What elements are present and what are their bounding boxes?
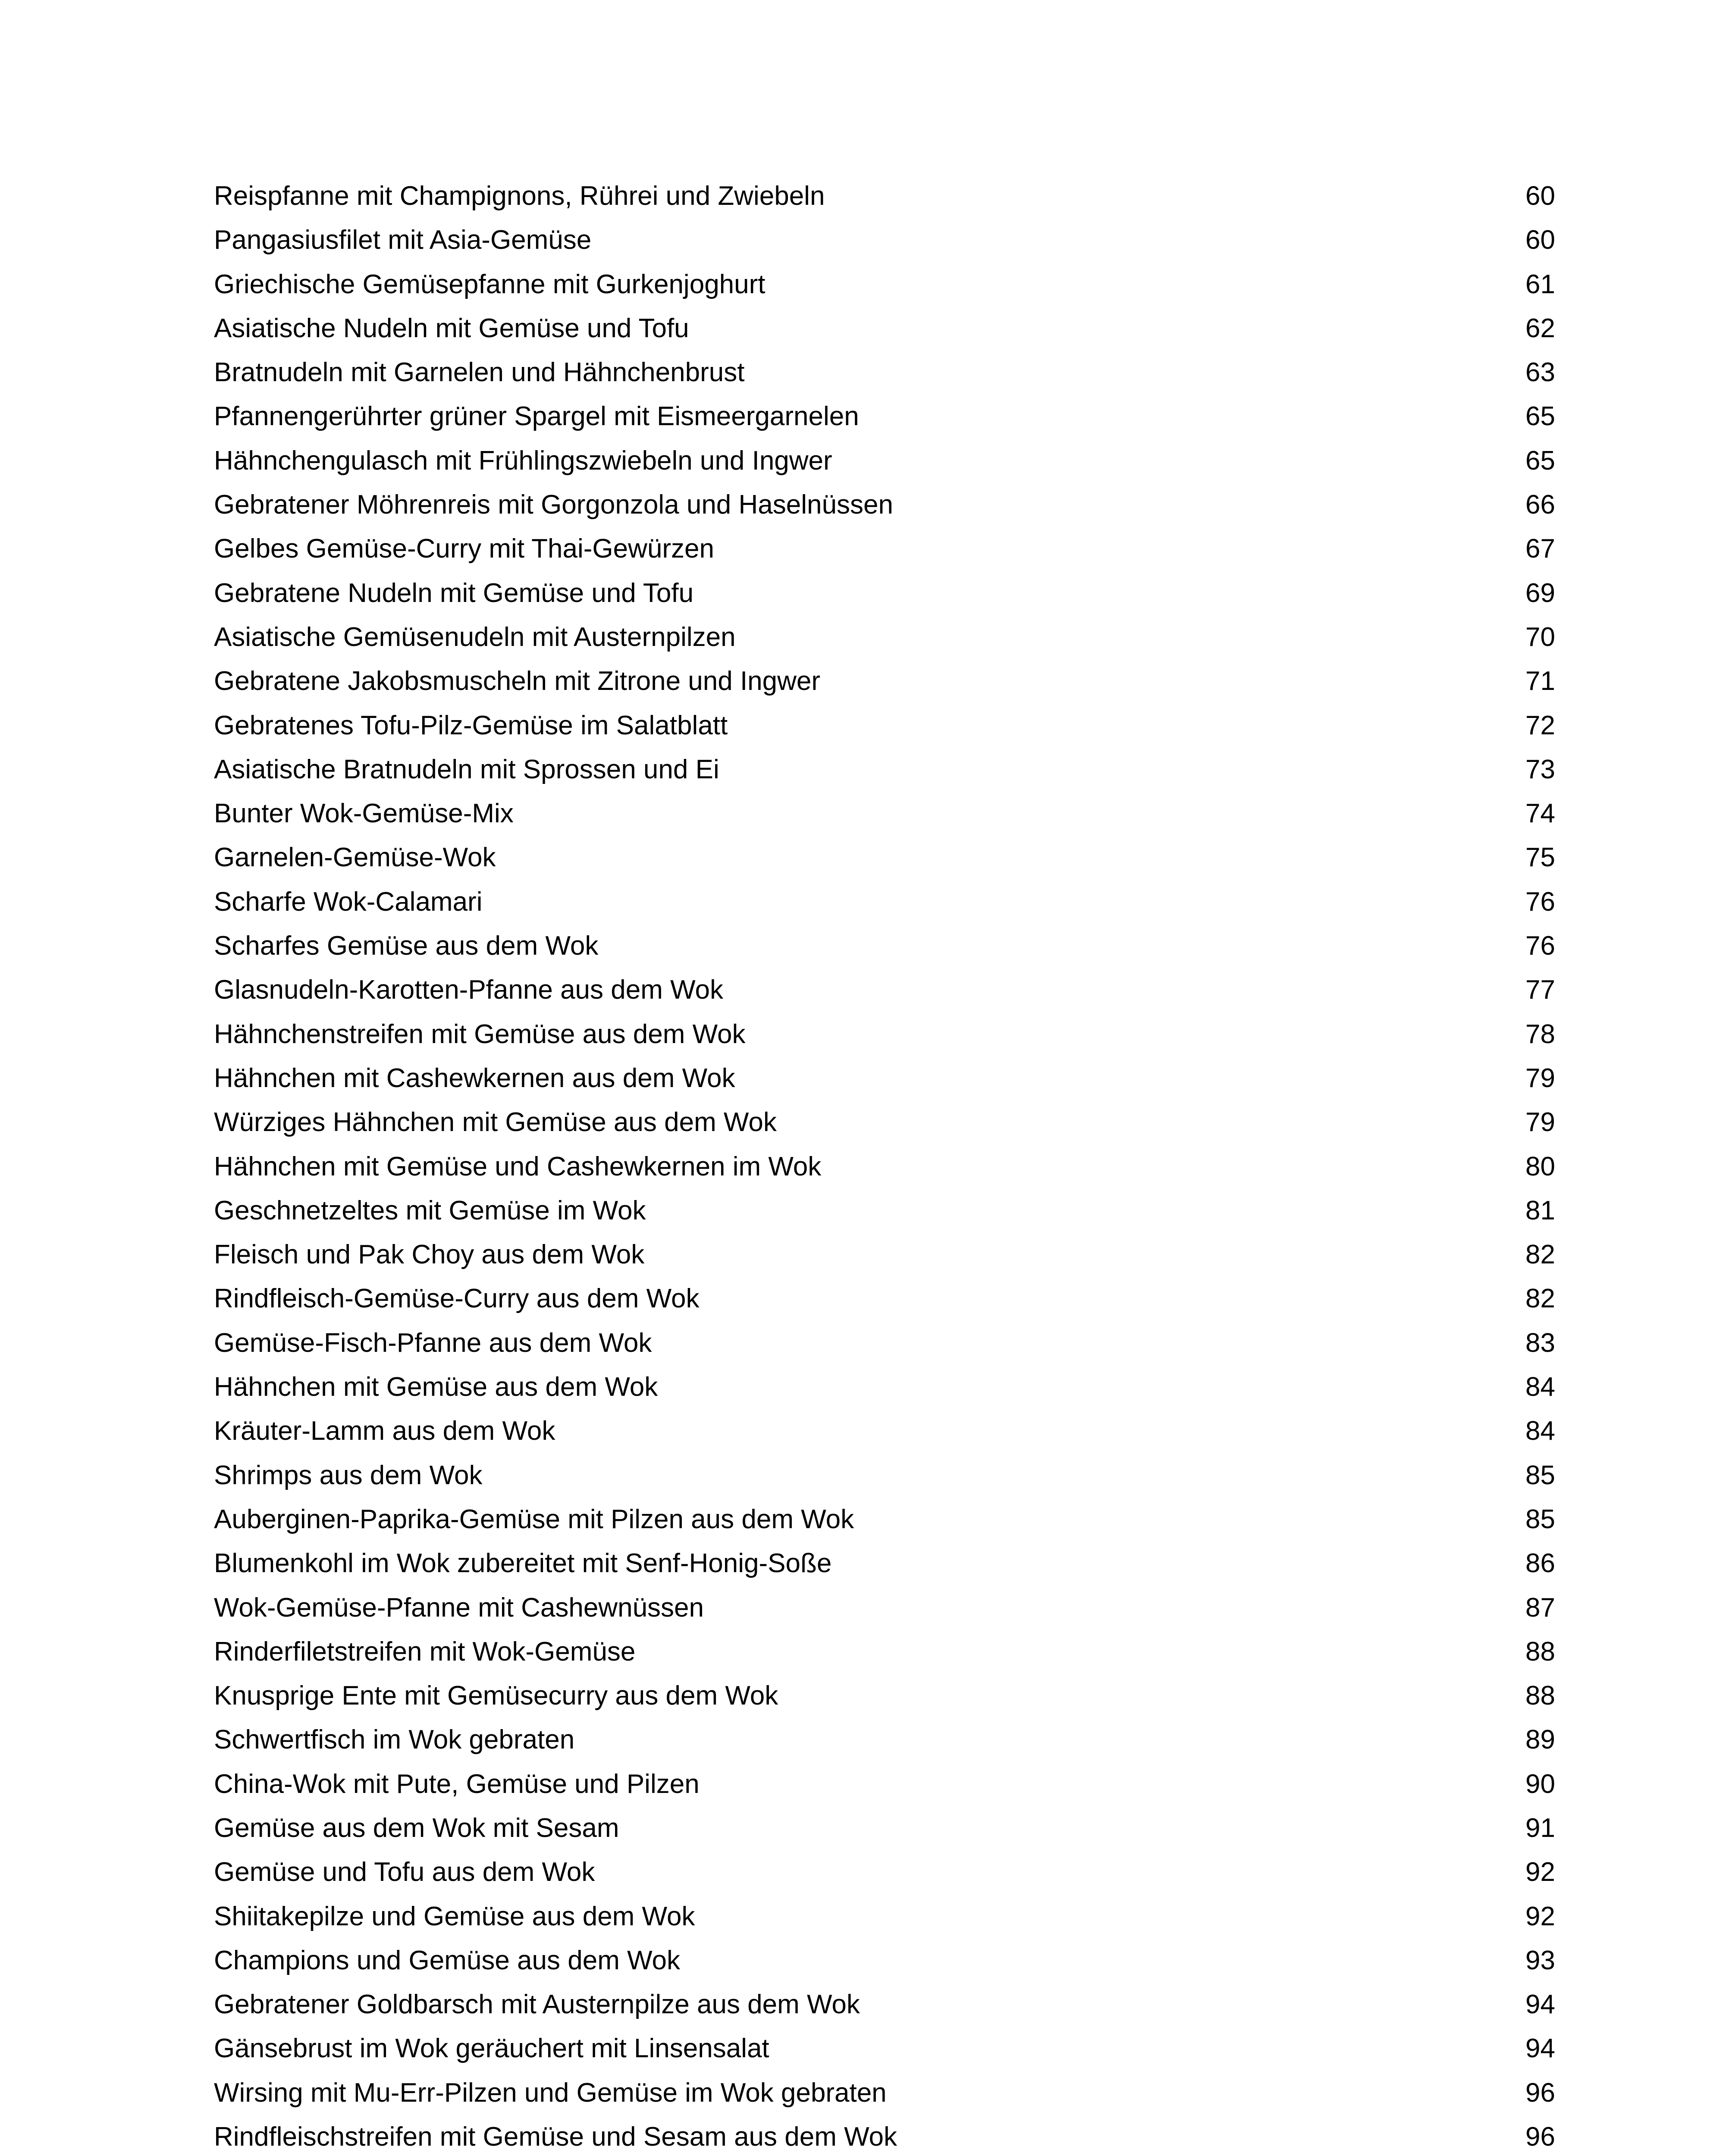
toc-entry xyxy=(214,704,1555,748)
toc-entry-title: Pfannengerührter grüner Spargel mit Eismeergarnelen xyxy=(214,401,859,432)
toc-entry-page: 82 xyxy=(1525,1284,1555,1314)
toc-entry-title: Gemüse und Tofu aus dem Wok xyxy=(214,1857,595,1887)
toc-entry-title: Pangasiusfilet mit Asia-Gemüse xyxy=(214,225,592,255)
toc-entry-page: 78 xyxy=(1525,1019,1555,1049)
toc-entry-page: 93 xyxy=(1525,1945,1555,1975)
toc-entry-title: Shiitakepilze und Gemüse aus dem Wok xyxy=(214,1901,695,1931)
toc-entry-title: Hähnchenstreifen mit Gemüse aus dem Wok xyxy=(214,1019,746,1049)
toc-entry-title: Reispfanne mit Champignons, Rührei und Zwiebeln xyxy=(214,181,825,211)
toc-entry-page: 61 xyxy=(1525,269,1555,299)
toc-entry-page: 82 xyxy=(1525,1240,1555,1270)
toc-entry-page: 75 xyxy=(1525,843,1555,873)
toc-entry-title: Gebratene Nudeln mit Gemüse und Tofu xyxy=(214,578,694,608)
toc-entry-title: Gebratener Möhrenreis mit Gorgonzola und Haselnüssen xyxy=(214,490,893,520)
toc-entry-title: Gemüse aus dem Wok mit Sesam xyxy=(214,1813,619,1843)
toc-entry xyxy=(214,1674,1555,1718)
toc-entry-page: 74 xyxy=(1525,799,1555,829)
toc-entry-title: Scharfe Wok-Calamari xyxy=(214,887,483,917)
toc-entry-page: 79 xyxy=(1525,1107,1555,1138)
toc-entry-page: 77 xyxy=(1525,975,1555,1005)
toc-entry-page: 96 xyxy=(1525,2078,1555,2108)
toc-entry-title: Rindfleisch-Gemüse-Curry aus dem Wok xyxy=(214,1284,700,1314)
toc-entry xyxy=(214,1409,1555,1453)
toc-entry xyxy=(214,1100,1555,1144)
toc-entry-page: 76 xyxy=(1525,887,1555,917)
toc-entry-title: Scharfes Gemüse aus dem Wok xyxy=(214,931,599,961)
toc-entry-page: 92 xyxy=(1525,1901,1555,1931)
toc-entry-page: 73 xyxy=(1525,754,1555,784)
toc-entry-page: 86 xyxy=(1525,1548,1555,1579)
toc-entry xyxy=(214,615,1555,659)
toc-entry xyxy=(214,1056,1555,1100)
toc-entry xyxy=(214,2071,1555,2115)
toc-entry-page: 79 xyxy=(1525,1063,1555,1093)
toc-entry-title: Schwertfisch im Wok gebraten xyxy=(214,1725,575,1755)
toc-entry-title: Blumenkohl im Wok zubereitet mit Senf-Honig-Soße xyxy=(214,1548,832,1579)
toc-entry xyxy=(214,2027,1555,2071)
toc-entry xyxy=(214,571,1555,615)
toc-entry-title: Asiatische Nudeln mit Gemüse und Tofu xyxy=(214,313,689,343)
toc-entry xyxy=(214,395,1555,439)
toc-entry xyxy=(214,174,1555,218)
toc-entry-title: Rindfleischstreifen mit Gemüse und Sesam aus dem Wok xyxy=(214,2122,897,2152)
toc-entry xyxy=(214,1012,1555,1056)
toc-entry-page: 92 xyxy=(1525,1857,1555,1887)
toc-entry xyxy=(214,748,1555,792)
toc-entry xyxy=(214,483,1555,527)
toc-entry-title: Hähnchen mit Gemüse und Cashewkernen im Wok xyxy=(214,1151,822,1181)
toc-entry-page: 69 xyxy=(1525,578,1555,608)
toc-entry xyxy=(214,1983,1555,2027)
toc-entry-page: 67 xyxy=(1525,534,1555,564)
toc-entry-title: Fleisch und Pak Choy aus dem Wok xyxy=(214,1240,645,1270)
toc-entry-page: 71 xyxy=(1525,666,1555,696)
toc-entry xyxy=(214,880,1555,924)
toc-entry xyxy=(214,1321,1555,1365)
toc-entry-page: 65 xyxy=(1525,401,1555,432)
toc-entry-page: 63 xyxy=(1525,357,1555,388)
toc-entry-page: 60 xyxy=(1525,225,1555,255)
toc-entry-title: Asiatische Gemüsenudeln mit Austernpilzen xyxy=(214,622,736,652)
toc-entry-page: 62 xyxy=(1525,313,1555,343)
toc-entry-page: 60 xyxy=(1525,181,1555,211)
toc-entry-page: 66 xyxy=(1525,490,1555,520)
toc-entry-title: Gebratenes Tofu-Pilz-Gemüse im Salatblatt xyxy=(214,710,728,740)
toc-entry xyxy=(214,2115,1555,2156)
toc-entry-title: Bunter Wok-Gemüse-Mix xyxy=(214,799,514,829)
toc-entry xyxy=(214,1850,1555,1894)
toc-entry-page: 81 xyxy=(1525,1195,1555,1225)
toc-entry-page: 72 xyxy=(1525,710,1555,740)
toc-entry-title: Wirsing mit Mu-Err-Pilzen und Gemüse im Wok gebraten xyxy=(214,2078,887,2108)
toc-entry xyxy=(214,1630,1555,1674)
toc-entry-title: Wok-Gemüse-Pfanne mit Cashewnüssen xyxy=(214,1592,704,1623)
toc-entry-title: Hähnchen mit Cashewkernen aus dem Wok xyxy=(214,1063,735,1093)
toc-entry-page: 91 xyxy=(1525,1813,1555,1843)
toc-entry-page: 87 xyxy=(1525,1592,1555,1623)
toc-entry-title: Hähnchengulasch mit Frühlingszwiebeln und Ingwer xyxy=(214,445,832,476)
toc-entry-title: Kräuter-Lamm aus dem Wok xyxy=(214,1416,555,1446)
toc-entry xyxy=(214,1145,1555,1189)
toc-entry-title: Gebratener Goldbarsch mit Austernpilze aus dem Wok xyxy=(214,1990,860,2020)
toc-entry xyxy=(214,1718,1555,1762)
toc-entry xyxy=(214,1939,1555,1983)
toc-entry-title: Knusprige Ente mit Gemüsecurry aus dem Wok xyxy=(214,1681,778,1711)
toc-entry-title: Champions und Gemüse aus dem Wok xyxy=(214,1945,680,1975)
toc-entry xyxy=(214,792,1555,836)
toc-entry-page: 85 xyxy=(1525,1460,1555,1490)
toc-entry-page: 96 xyxy=(1525,2122,1555,2152)
toc-entry xyxy=(214,1895,1555,1939)
toc-entry-title: Rinderfiletstreifen mit Wok-Gemüse xyxy=(214,1636,636,1667)
toc-entry-page: 76 xyxy=(1525,931,1555,961)
toc-entry-title: Gebratene Jakobsmuscheln mit Zitrone und Ingwer xyxy=(214,666,821,696)
toc-entry-title: Asiatische Bratnudeln mit Sprossen und Ei xyxy=(214,754,719,784)
toc-entry-title: Griechische Gemüsepfanne mit Gurkenjoghurt xyxy=(214,269,766,299)
toc-entry-page: 84 xyxy=(1525,1416,1555,1446)
toc-entry-title: Gänsebrust im Wok geräuchert mit Linsensalat xyxy=(214,2034,769,2064)
toc-entry xyxy=(214,218,1555,262)
toc-entry xyxy=(214,1806,1555,1850)
toc-entry xyxy=(214,1586,1555,1630)
toc-entry xyxy=(214,659,1555,703)
toc-entry-page: 83 xyxy=(1525,1328,1555,1358)
toc-entry-title: Bratnudeln mit Garnelen und Hähnchenbrust xyxy=(214,357,745,388)
toc-entry-title: Gemüse-Fisch-Pfanne aus dem Wok xyxy=(214,1328,652,1358)
toc-entry xyxy=(214,1762,1555,1806)
toc-entry xyxy=(214,351,1555,395)
toc-entry xyxy=(214,1498,1555,1542)
toc-entry xyxy=(214,307,1555,351)
toc-entry-page: 88 xyxy=(1525,1681,1555,1711)
toc-entry-title: Glasnudeln-Karotten-Pfanne aus dem Wok xyxy=(214,975,723,1005)
toc-entry-page: 70 xyxy=(1525,622,1555,652)
toc-entry xyxy=(214,968,1555,1012)
toc-entry xyxy=(214,1454,1555,1498)
toc-entry-title: Gelbes Gemüse-Curry mit Thai-Gewürzen xyxy=(214,534,714,564)
toc-entry-page: 85 xyxy=(1525,1504,1555,1534)
toc-entry-page: 89 xyxy=(1525,1725,1555,1755)
table-of-contents xyxy=(214,174,1555,2156)
toc-entry-title: China-Wok mit Pute, Gemüse und Pilzen xyxy=(214,1769,700,1799)
toc-entry xyxy=(214,1233,1555,1277)
toc-entry-page: 90 xyxy=(1525,1769,1555,1799)
toc-entry-title: Garnelen-Gemüse-Wok xyxy=(214,843,496,873)
toc-entry-title: Würziges Hähnchen mit Gemüse aus dem Wok xyxy=(214,1107,777,1138)
toc-entry xyxy=(214,1189,1555,1233)
toc-entry xyxy=(214,263,1555,307)
toc-entry-page: 80 xyxy=(1525,1151,1555,1181)
toc-entry-page: 65 xyxy=(1525,445,1555,476)
toc-entry-title: Geschnetzeltes mit Gemüse im Wok xyxy=(214,1195,646,1225)
toc-entry-page: 84 xyxy=(1525,1372,1555,1402)
toc-entry xyxy=(214,1365,1555,1409)
toc-entry-title: Shrimps aus dem Wok xyxy=(214,1460,483,1490)
toc-entry xyxy=(214,439,1555,483)
toc-entry-page: 94 xyxy=(1525,2034,1555,2064)
toc-entry-title: Auberginen-Paprika-Gemüse mit Pilzen aus dem Wok xyxy=(214,1504,854,1534)
toc-entry-page: 88 xyxy=(1525,1636,1555,1667)
toc-entry xyxy=(214,1542,1555,1586)
toc-entry xyxy=(214,836,1555,880)
toc-entry xyxy=(214,1277,1555,1321)
toc-entry-page: 94 xyxy=(1525,1990,1555,2020)
toc-entry-title: Hähnchen mit Gemüse aus dem Wok xyxy=(214,1372,658,1402)
toc-entry xyxy=(214,924,1555,968)
toc-entry xyxy=(214,527,1555,571)
